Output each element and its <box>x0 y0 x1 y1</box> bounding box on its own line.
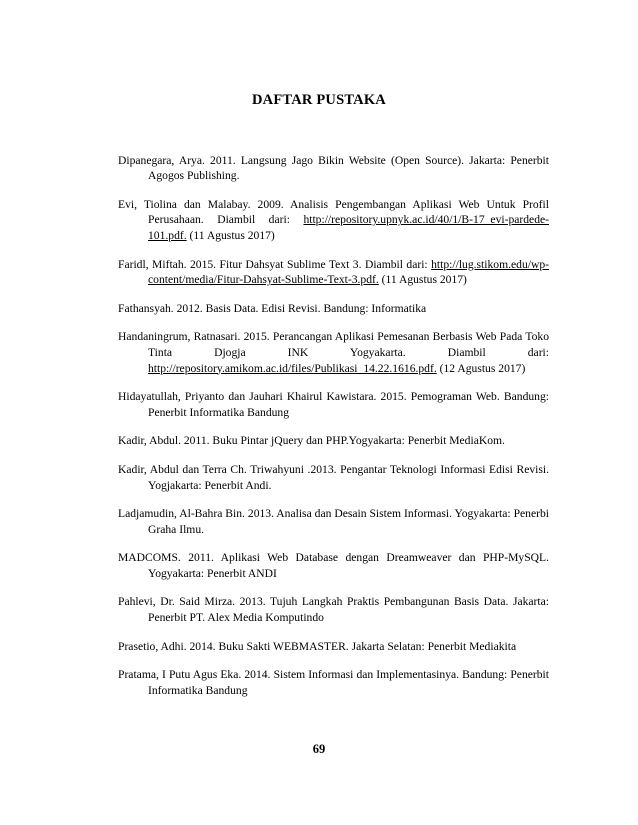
reference-access-date: (11 Agustus 2017) <box>186 228 275 242</box>
reference-item <box>118 329 549 376</box>
reference-item <box>118 153 549 184</box>
reference-list <box>118 141 549 711</box>
reference-text: Kadir, Abdul dan Terra Ch. Triwahyuni .2013. Pengantar Teknologi Informasi Edisi Revisi. Yogjakarta: Penerbit Andi. <box>118 462 549 492</box>
reference-text: Pratama, I Putu Agus Eka. 2014. Sistem Informasi dan Implementasinya. Bandung: Penerbit Informatika Bandung <box>118 668 549 697</box>
page-title: DAFTAR PUSTAKA <box>252 92 386 108</box>
reference-item <box>118 301 549 317</box>
reference-item <box>118 639 549 655</box>
reference-item <box>118 594 549 625</box>
reference-item <box>118 506 549 537</box>
reference-text: Handaningrum, Ratnasari. 2015. Perancangan Aplikasi Pemesanan Berbasis Web Pada Toko Tinta Djogja INK Yogyakarta. Diambil dari: <box>118 330 549 359</box>
reference-text: Faridl, Miftah. 2015. Fitur Dahsyat Sublime Text 3. Diambil dari: <box>118 257 432 271</box>
reference-text: Hidayatullah, Priyanto dan Jauhari Khairul Kawistara. 2015. Pemograman Web. Bandung: Penerbit Informatika Bandung <box>118 390 549 419</box>
reference-item <box>118 550 549 581</box>
reference-text: Evi, Tiolina dan Malabay. 2009. Analisis Pengembangan Aplikasi Web Untuk Profil Perusahaan. Diambil dari: <box>118 197 549 227</box>
reference-text: MADCOMS. 2011. Aplikasi Web Database dengan Dreamweaver dan PHP-MySQL. Yogyakarta: Penerbit ANDI <box>118 551 549 580</box>
reference-link[interactable]: http://repository.upnyk.ac.id/40/1/B-17_evi-pardede-101.pdf. <box>148 213 549 242</box>
reference-text: Ladjamudin, Al-Bahra Bin. 2013. Analisa dan Desain Sistem Informasi. Yogyakarta: Penerbi Graha Ilmu. <box>118 507 549 536</box>
reference-item <box>118 257 549 288</box>
reference-item <box>118 667 549 698</box>
reference-item <box>118 197 549 244</box>
reference-text: Fathansyah. 2012. Basis Data. Edisi Revisi. Bandung: Informatika <box>118 301 427 315</box>
reference-text: Kadir, Abdul. 2011. Buku Pintar jQuery dan PHP.Yogyakarta: Penerbit MediaKom. <box>118 434 505 448</box>
reference-item <box>118 462 549 493</box>
reference-item <box>118 433 549 449</box>
reference-text: Pahlevi, Dr. Said Mirza. 2013. Tujuh Langkah Praktis Pembangunan Basis Data. Jakarta: Penerbit PT. Alex Media Komputindo <box>118 595 549 625</box>
reference-access-date: (12 Agustus 2017) <box>436 361 526 375</box>
page-number: 69 <box>312 742 326 756</box>
reference-text: Prasetio, Adhi. 2014. Buku Sakti WEBMASTER. Jakarta Selatan: Penerbit Mediakita <box>118 639 517 653</box>
reference-link[interactable]: http://lug.stikom.edu/wp-content/media/Fitur-Dahsyat-Sublime-Text-3.pdf. <box>148 257 549 287</box>
reference-link[interactable]: http://repository.amikom.ac.id/files/Publikasi_14.22.1616.pdf. <box>148 361 437 375</box>
reference-access-date: (11 Agustus 2017) <box>378 273 467 287</box>
reference-item <box>118 389 549 420</box>
reference-text: Dipanegara, Arya. 2011. Langsung Jago Bikin Website (Open Source). Jakarta: Penerbit Agogos Publishing. <box>118 153 549 183</box>
